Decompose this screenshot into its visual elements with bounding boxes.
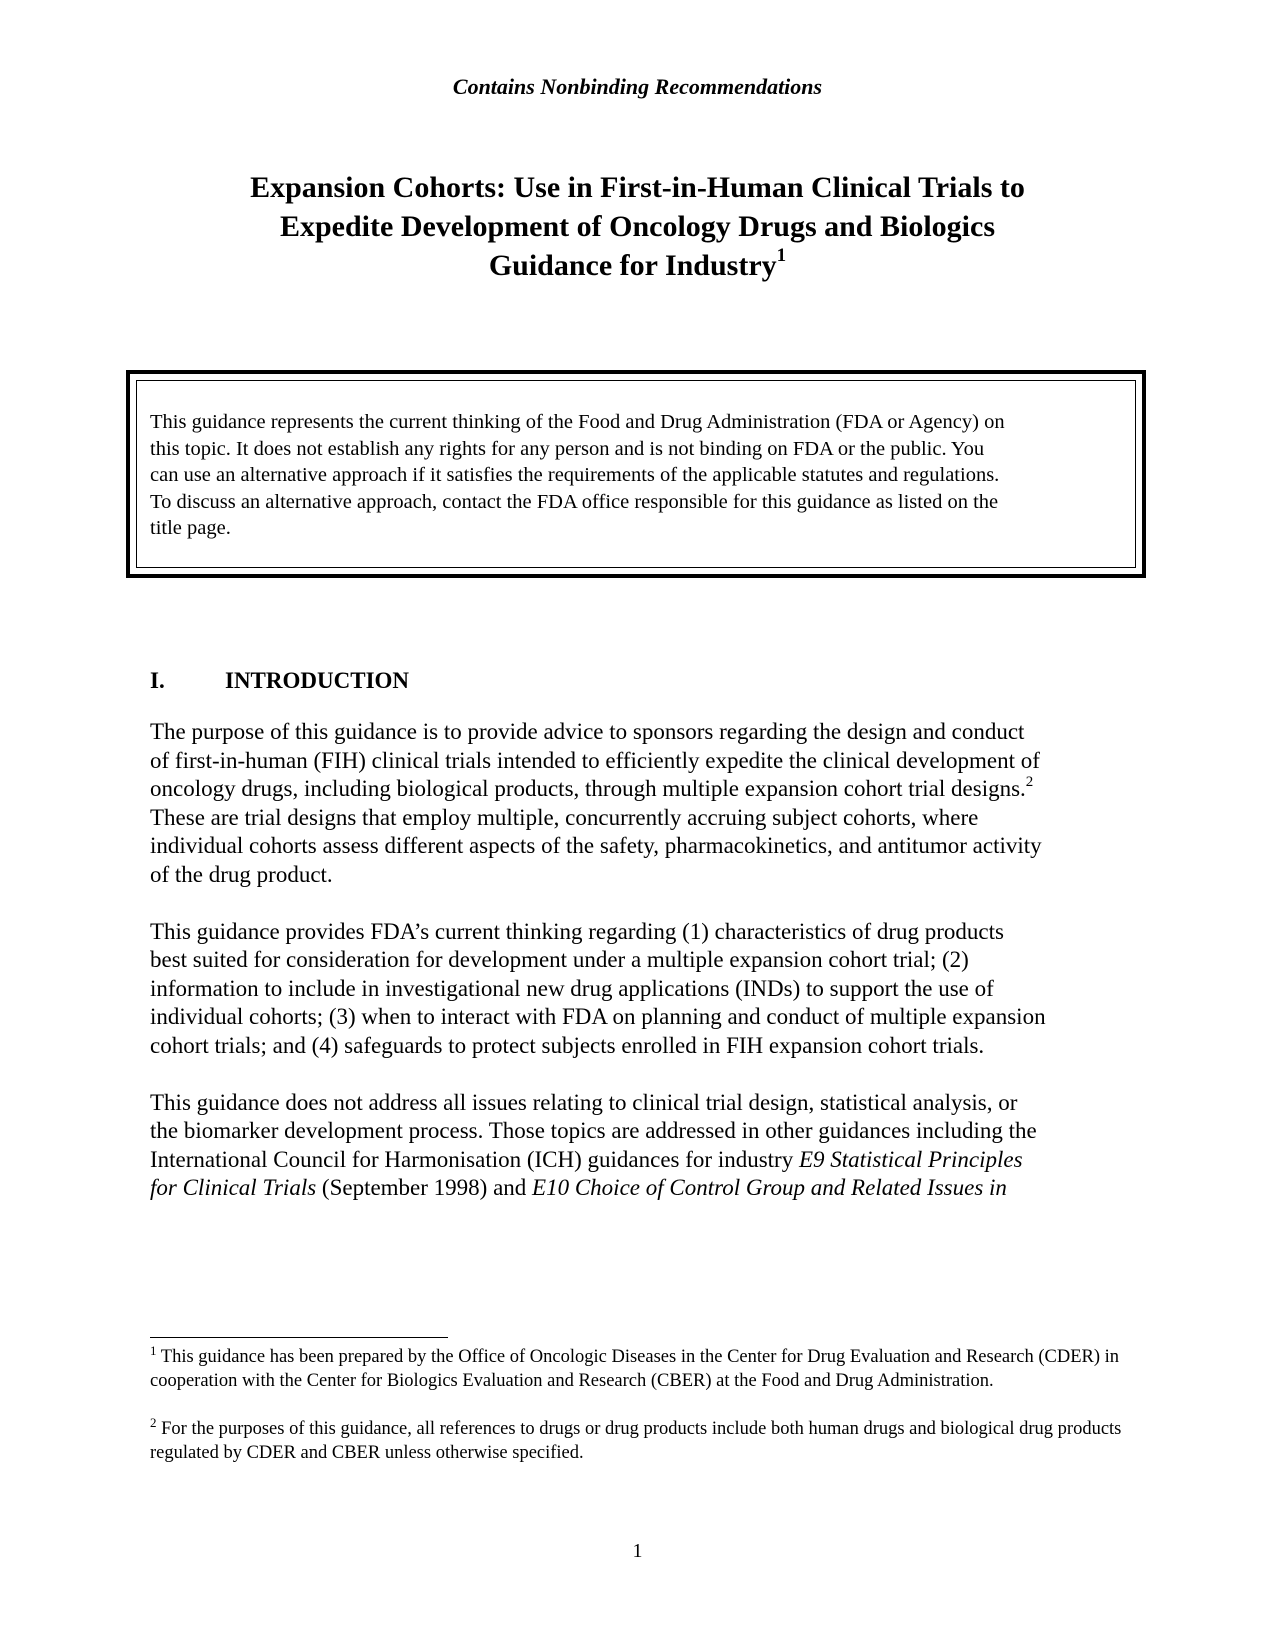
paragraph-3-line-2: the biomarker development process. Those topics are addressed in other guidances including the [150,1118,1037,1144]
footnote-1-text: This guidance has been prepared by the Office of Oncologic Diseases in the Center for Drug Evaluation and Research (CDER) in cooperation with the Center for Biologics Evaluation and Research (CBER) at the Food and Drug Administration. [150,1347,1120,1391]
title-line-3 [100,246,1175,285]
paragraph-1-line-1: The purpose of this guidance is to provide advice to sponsors regarding the design and conduct [150,719,1025,744]
paragraph-1-line-6: of the drug product. [150,861,333,887]
paragraph-2-line-2: best suited for consideration for development under a multiple expansion cohort trial; (2) [150,947,969,973]
title-line-1: Expansion Cohorts: Use in First-in-Human Clinical Trials to [250,171,1025,204]
paragraph-3-line-3-plain: International Council for Harmonisation (ICH) guidances for industry [150,1146,799,1172]
document-title [100,168,1175,285]
nonbinding-notice-box [126,370,1146,578]
notice-line-2: this topic. It does not establish any rights for any person and is not binding on FDA or the public. You [150,437,985,460]
body-text [150,718,1130,1231]
notice-line-3: can use an alternative approach if it satisfies the requirements of the applicable statutes and regulations. [150,464,1000,486]
footnotes [150,1345,1130,1489]
footnote-separator [150,1337,448,1338]
paragraph-2 [150,918,1130,1061]
footnote-ref-2: 2 [1025,774,1034,791]
footnote-1 [150,1345,1130,1393]
footnote-2 [150,1417,1130,1465]
notice-line-5: title page. [150,517,231,539]
paragraph-3-line-3 [150,1146,1130,1175]
paragraph-1-line-4: These are trial designs that employ multiple, concurrently accruing subject cohorts, where [150,804,979,830]
paragraph-1-line-2: of first-in-human (FIH) clinical trials intended to efficiently expedite the clinical development of [150,747,1040,773]
guidance-title-e9-part-2: for Clinical Trials [150,1175,317,1201]
footnote-1-marker: 1 [150,1343,157,1358]
paragraph-3-line-4-plain: (September 1998) and [316,1175,533,1201]
guidance-title-e9-part-1: E9 Statistical Principles [798,1146,1023,1172]
paragraph-1-line-3-text: oncology drugs, including biological products, through multiple expansion cohort trial designs. [150,776,1026,802]
paragraph-1-line-5: individual cohorts assess different aspects of the safety, pharmacokinetics, and antitumor activity [150,833,1042,859]
paragraph-2-line-4: individual cohorts; (3) when to interact with FDA on planning and conduct of multiple expansion [150,1004,1046,1030]
footnote-2-text: For the purposes of this guidance, all references to drugs or drug products include both human drugs and biological drug products regulated by CDER and CBER unless otherwise specified. [150,1419,1122,1463]
paragraph-2-line-1: This guidance provides FDA’s current thinking regarding (1) characteristics of drug products [150,918,1004,944]
paragraph-2-line-3: information to include in investigational new drug applications (INDs) to support the use of [150,975,994,1001]
paragraph-2-line-5: cohort trials; and (4) safeguards to protect subjects enrolled in FIH expansion cohort trials. [150,1032,985,1058]
section-title: INTRODUCTION [225,668,410,693]
notice-line-4: To discuss an alternative approach, contact the FDA office responsible for this guidance as listed on the [150,490,999,513]
notice-inner-border [136,380,1136,568]
running-header: Contains Nonbinding Recommendations [452,74,823,99]
title-line-3-text: Guidance for Industry [488,249,777,282]
paragraph-3 [150,1089,1130,1203]
page-number: 1 [632,1540,643,1562]
title-footnote-marker: 1 [776,245,787,266]
section-number: I. [150,668,165,693]
footnote-2-marker: 2 [150,1415,157,1430]
paragraph-1 [150,718,1130,890]
notice-line-1: This guidance represents the current thinking of the Food and Drug Administration (FDA or Agency) on [150,411,1005,433]
section-heading [150,668,409,694]
paragraph-3-line-1: This guidance does not address all issues relating to clinical trial design, statistical analysis, or [150,1089,1018,1115]
guidance-title-e10: E10 Choice of Control Group and Related Issues in [532,1175,1007,1201]
paragraph-1-line-3 [150,775,1130,804]
paragraph-3-line-4 [150,1174,1130,1203]
title-line-2: Expedite Development of Oncology Drugs and Biologics [279,210,995,243]
